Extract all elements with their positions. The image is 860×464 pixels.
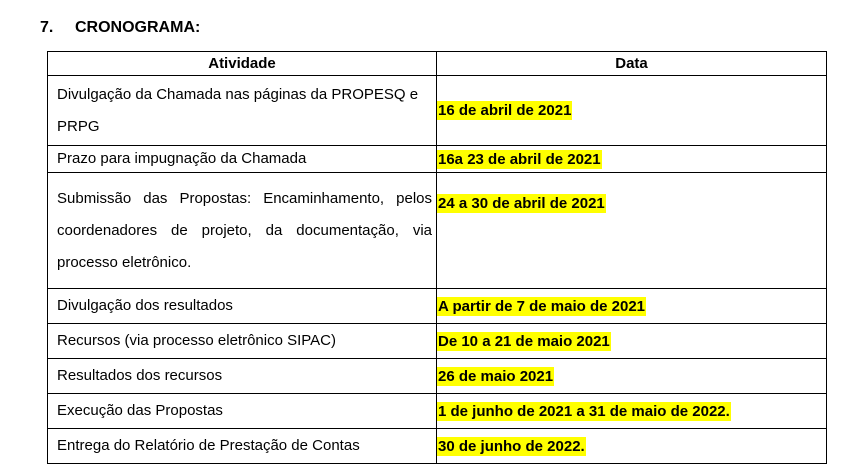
date-cell: [437, 394, 827, 429]
activity-cell: [48, 146, 437, 173]
activity-cell: [48, 289, 437, 324]
date-cell: [437, 429, 827, 464]
activity-cell: [48, 76, 437, 146]
date-text: 26 de maio 2021: [438, 367, 554, 385]
activity-cell: [48, 359, 437, 394]
activity-text: Prazo para impugnação da Chamada: [57, 150, 307, 167]
activity-cell: [48, 173, 437, 289]
activity-text: Entrega do Relatório de Prestação de Contas: [57, 437, 360, 454]
activity-text: Divulgação da Chamada nas páginas da PROPESQ e PRPG: [57, 85, 419, 135]
activity-text: Recursos (via processo eletrônico SIPAC): [57, 332, 336, 349]
date-cell: [437, 146, 827, 173]
date-text: 30 de junho de 2022.: [438, 437, 585, 455]
table-row: [48, 429, 827, 464]
date-cell: [437, 76, 827, 146]
date-cell: [437, 173, 827, 289]
schedule-table: [47, 51, 827, 464]
table-row: [48, 76, 827, 146]
table-row: [48, 173, 827, 289]
section-heading: [40, 19, 200, 37]
date-cell: [437, 359, 827, 394]
activity-text: Divulgação dos resultados: [57, 297, 233, 314]
activity-cell: [48, 324, 437, 359]
date-text: 1 de junho de 2021 a 31 de maio de 2022.: [438, 402, 730, 420]
table-row: [48, 359, 827, 394]
table-row: [48, 394, 827, 429]
date-text: A partir de 7 de maio de 2021: [438, 297, 646, 315]
table-row: [48, 289, 827, 324]
table-row: [48, 324, 827, 359]
section-number: 7.: [40, 19, 54, 36]
table-row: [48, 146, 827, 173]
section-title: CRONOGRAMA:: [75, 19, 201, 36]
activity-text: Submissão das Propostas: Encaminhamento, pelos coordenadores de projeto, da documentação, via processo eletrônico.: [57, 189, 432, 271]
date-text: De 10 a 21 de maio 2021: [438, 332, 610, 350]
activity-cell: [48, 394, 437, 429]
date-text: 16 de abril de 2021: [438, 102, 572, 119]
date-cell: [437, 324, 827, 359]
header-date: Data: [437, 52, 827, 76]
activity-text: Execução das Propostas: [57, 402, 223, 419]
date-text: 16a 23 de abril de 2021: [438, 150, 601, 168]
table-header-row: [48, 52, 827, 76]
date-cell: [437, 289, 827, 324]
date-text: 24 a 30 de abril de 2021: [438, 195, 605, 212]
header-activity: Atividade: [48, 52, 437, 76]
activity-cell: [48, 429, 437, 464]
activity-text: Resultados dos recursos: [57, 367, 223, 384]
